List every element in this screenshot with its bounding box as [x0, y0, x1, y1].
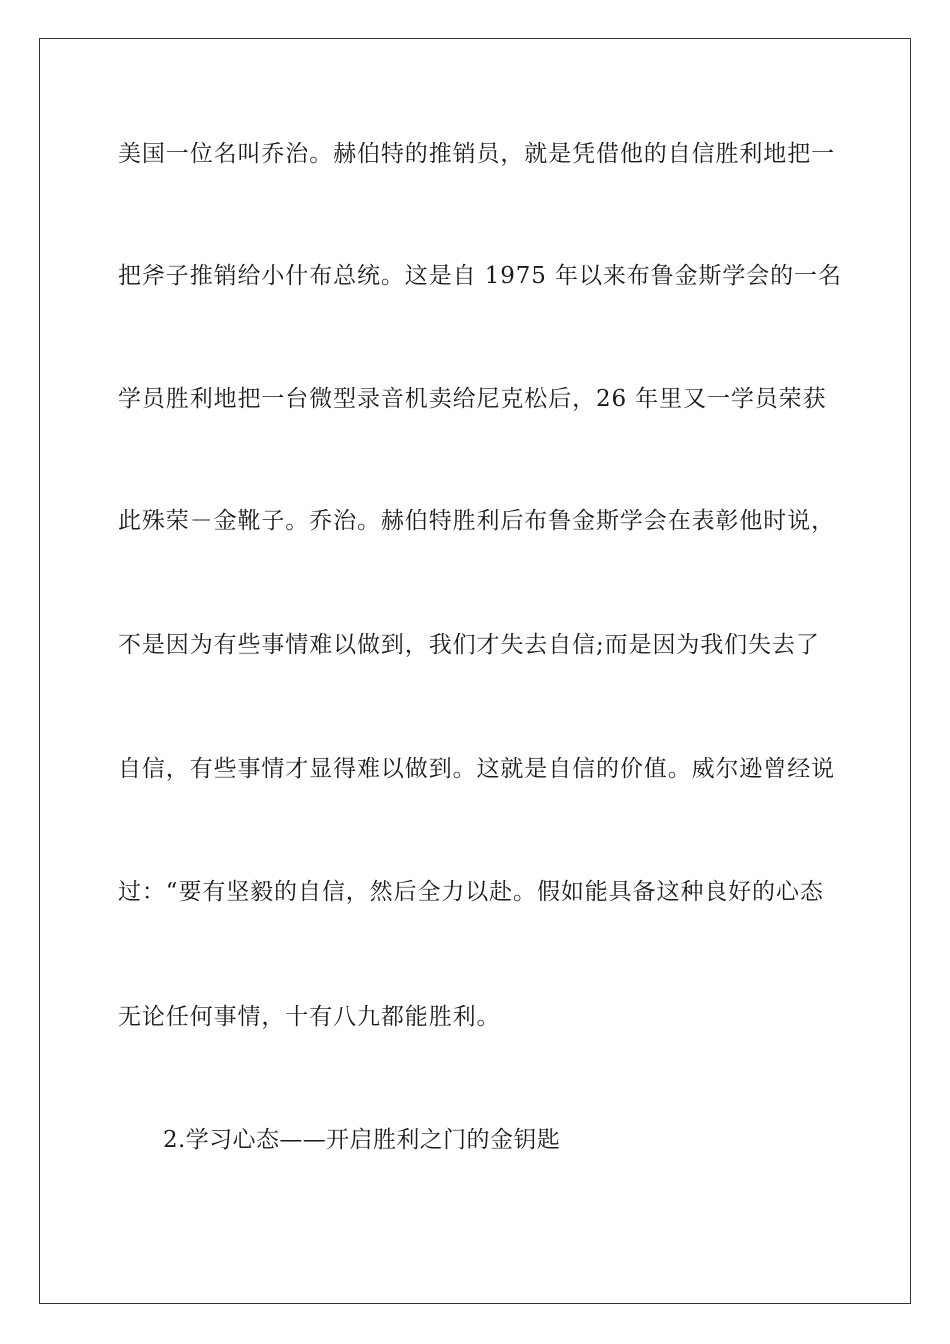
- section-heading: 2.学习心态——开启胜利之门的金钥匙: [163, 1127, 561, 1153]
- paragraph-line: 自信，有些事情才显得难以做到。这就是自信的价值。威尔逊曾经说: [118, 756, 835, 782]
- paragraph-line: 此殊荣－金靴子。乔治。赫伯特胜利后布鲁金斯学会在表彰他时说，: [118, 508, 835, 534]
- paragraph-line: 无论任何事情，十有八九都能胜利。: [118, 1004, 501, 1030]
- paragraph-line: 不是因为有些事情难以做到，我们才失去自信;而是因为我们失去了: [118, 632, 820, 658]
- paragraph-line: 学员胜利地把一台微型录音机卖给尼克松后，26 年里又一学员荣获: [118, 386, 827, 412]
- page-border: [39, 38, 911, 1304]
- paragraph-line: 过：“要有坚毅的自信，然后全力以赴。假如能具备这种良好的心态: [118, 879, 824, 905]
- paragraph-line: 把斧子推销给小什布总统。这是自 1975 年以来布鲁金斯学会的一名: [118, 263, 842, 289]
- paragraph-line: 美国一位名叫乔治。赫伯特的推销员，就是凭借他的自信胜利地把一: [118, 141, 835, 167]
